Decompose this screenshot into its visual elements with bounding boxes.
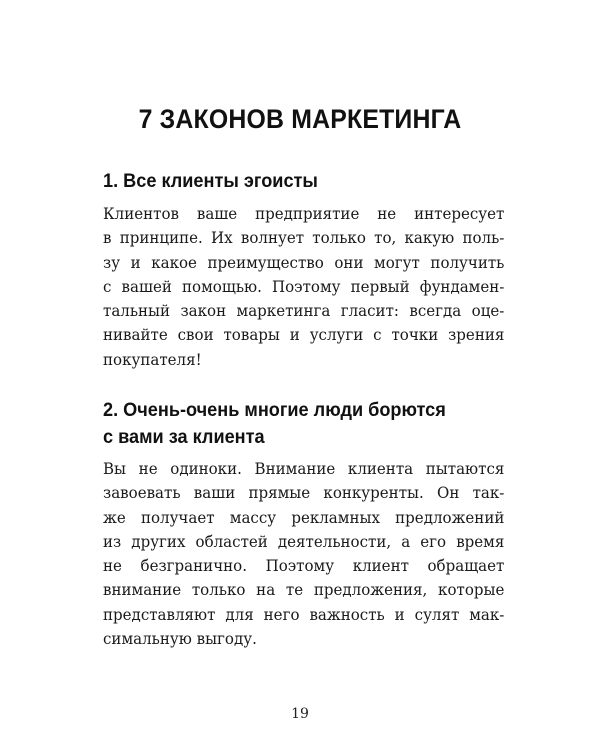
section-paragraph-2 [103,457,505,651]
paragraph-line: симальную выгоду. [103,629,257,649]
paragraph-line: зу и какое преимущество они могут получить [103,252,505,272]
paragraph-line: в принципе. Их волнует только то, какую поль- [103,228,505,248]
paragraph-line: внимание только на те предложения, которые [103,580,505,600]
paragraph-line: покупателя! [103,349,202,369]
paragraph-line: же получает массу рекламных предложений [103,507,505,527]
paragraph-line: из других областей деятельности, а его время [103,531,505,551]
paragraph-line: представляют для него важность и сулят мак- [103,604,505,624]
paragraph-line: завоевать ваши прямые конкуренты. Он так- [103,483,505,503]
chapter-title: 7 ЗАКОНОВ МАРКЕТИНГА [138,104,462,134]
section-heading-line: с вами за клиента [103,426,265,448]
section-heading-line: 1. Все клиенты эгоисты [103,170,318,192]
paragraph-line: не безгранично. Поэтому клиент обращает [103,556,505,576]
paragraph-line: с вашей помощью. Поэтому первый фундамен- [103,276,505,296]
section-heading-2 [103,397,494,451]
section-paragraph-1 [103,202,505,372]
paragraph-line: нивайте свои товары и услуги с точки зрения [103,325,505,345]
section-heading-line: 2. Очень-очень многие люди борются [103,399,446,421]
section-heading-1 [103,168,494,195]
paragraph-line: тальный закон маркетинга гласит: всегда оце- [103,301,505,321]
paragraph-line: Клиентов ваше предприятие не интересует [103,204,505,223]
page-number: 19 [291,706,309,722]
paragraph-line: Вы не одиноки. Внимание клиента пытаются [103,459,505,478]
